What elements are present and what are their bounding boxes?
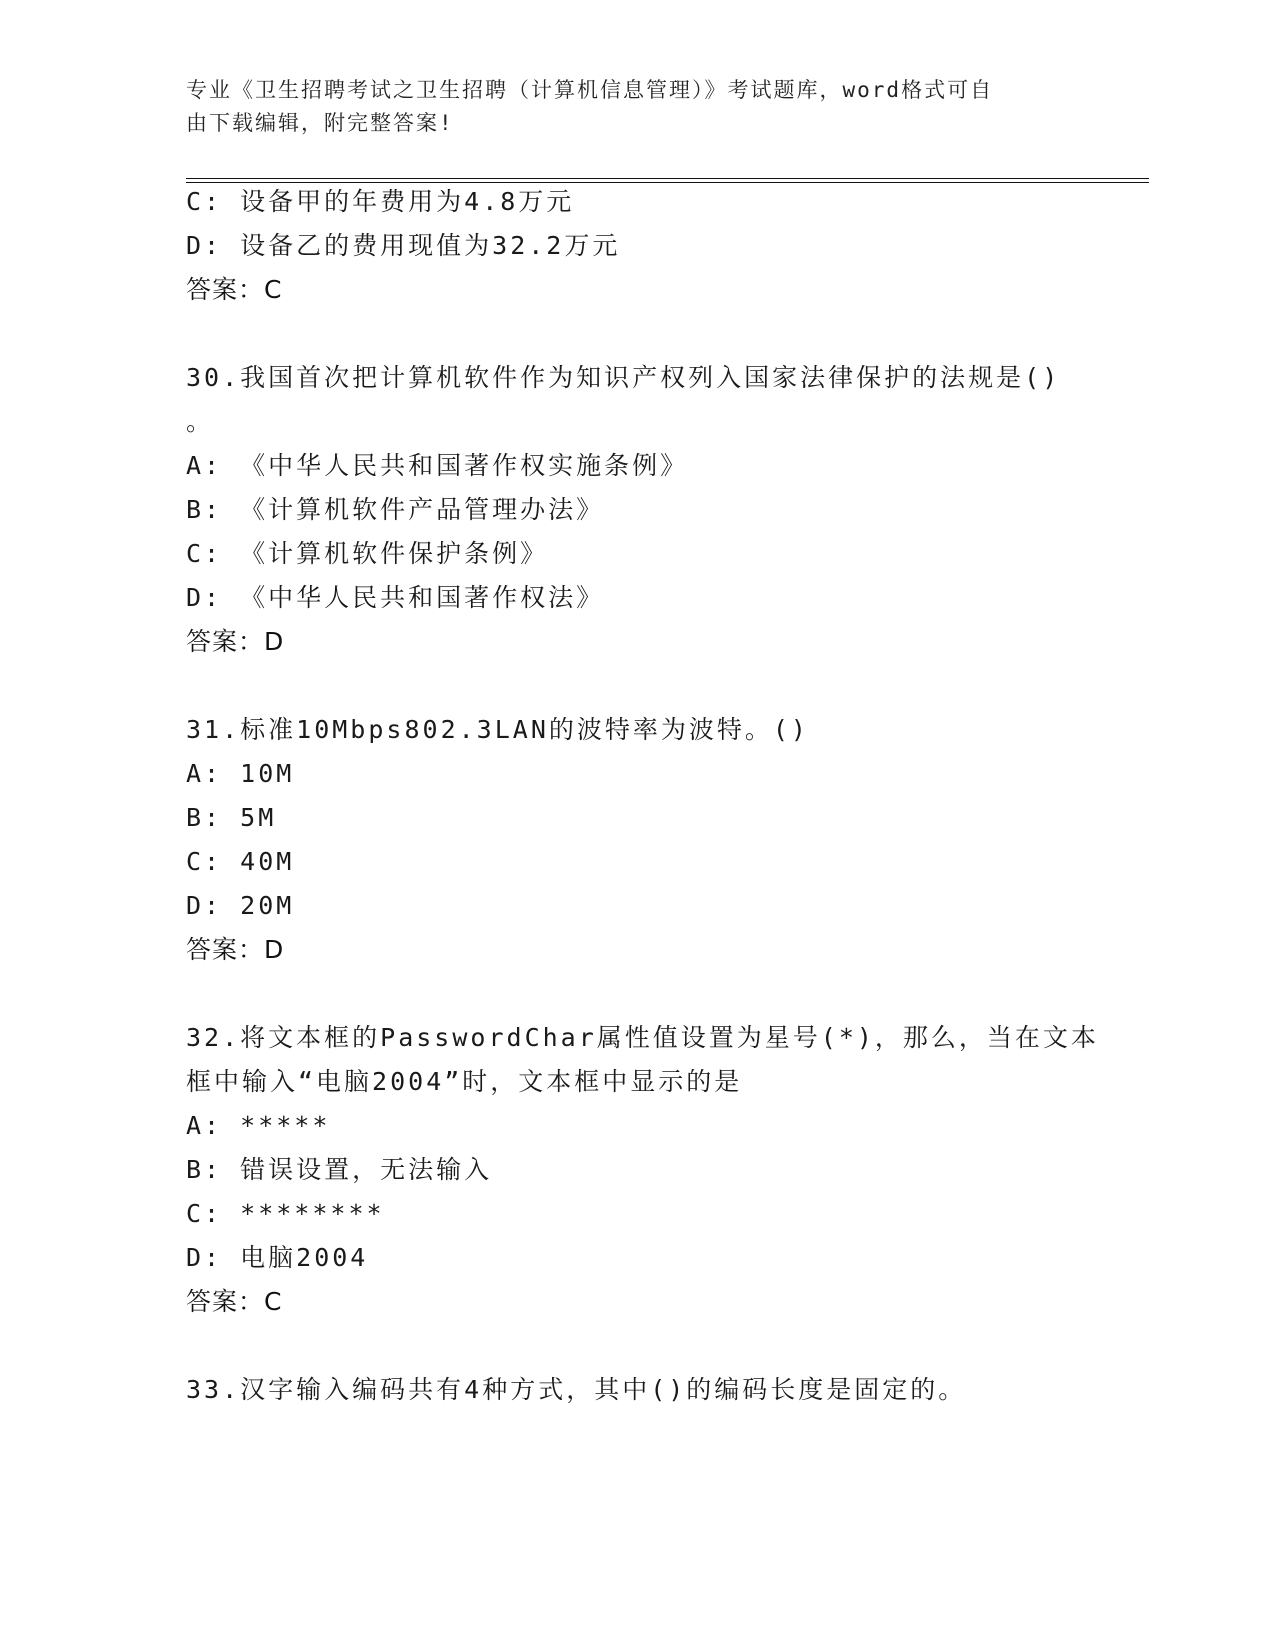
question-32-option-b: B: 错误设置，无法输入	[186, 1155, 493, 1184]
question-30-option-b: B: 《计算机软件产品管理办法》	[186, 495, 605, 524]
question-31-option-b: B: 5M	[186, 803, 277, 832]
option-d: D: 设备乙的费用现值为32.2万元	[186, 231, 621, 260]
question-31-option-c: C: 40M	[186, 847, 295, 876]
question-30-stem-line-1: 30.我国首次把计算机软件作为知识产权列入国家法律保护的法规是()	[186, 363, 1061, 392]
document-header	[186, 74, 1066, 140]
question-31-option-a: A: 10M	[186, 759, 295, 788]
question-30-option-a: A: 《中华人民共和国著作权实施条例》	[186, 451, 689, 480]
question-30-stem-line-2: 。	[186, 407, 215, 436]
question-30-answer: 答案：D	[186, 627, 285, 656]
header-line-1: 专业《卫生招聘考试之卫生招聘（计算机信息管理）》考试题库，word格式可自	[186, 78, 994, 102]
question-32-option-a: A: *****	[186, 1111, 331, 1140]
question-33-stem: 33.汉字输入编码共有4种方式，其中()的编码长度是固定的。	[186, 1375, 967, 1404]
question-31-stem: 31.标准10Mbps802.3LAN的波特率为波特。()	[186, 715, 809, 744]
question-31-option-d: D: 20M	[186, 891, 295, 920]
answer-label: 答案：C	[186, 275, 283, 304]
question-32-option-c: C: ********	[186, 1199, 385, 1228]
question-32-stem-line-2: 框中输入“电脑2004”时，文本框中显示的是	[186, 1067, 743, 1096]
header-line-2: 由下载编辑，附完整答案!	[186, 111, 454, 135]
question-31-answer: 答案：D	[186, 935, 285, 964]
question-30-option-d: D: 《中华人民共和国著作权法》	[186, 583, 605, 612]
question-30-option-c: C: 《计算机软件保护条例》	[186, 539, 549, 568]
header-double-rule	[186, 178, 1149, 183]
question-32-option-d: D: 电脑2004	[186, 1243, 369, 1272]
question-32-answer: 答案：C	[186, 1287, 283, 1316]
option-c: C: 设备甲的年费用为4.8万元	[186, 187, 575, 216]
question-32-stem-line-1: 32.将文本框的PasswordChar属性值设置为星号(*)，那么，当在文本	[186, 1023, 1099, 1052]
